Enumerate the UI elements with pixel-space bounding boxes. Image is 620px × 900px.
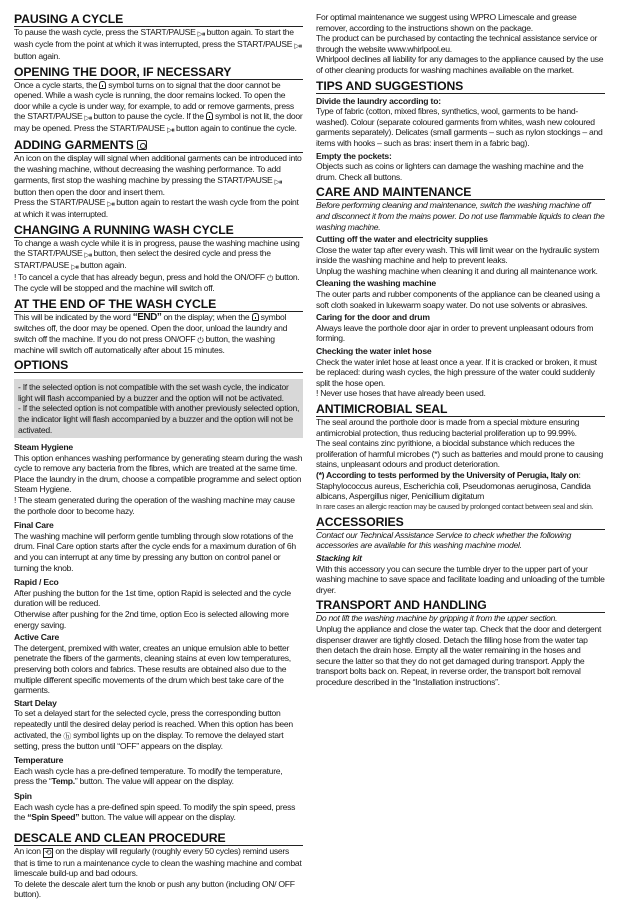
- text: button, then select the desired cycle and press the START/PAUSE: [14, 248, 271, 271]
- end-text: [14, 312, 303, 355]
- text: button again.: [14, 51, 61, 61]
- tips-text: Objects such as coins or lighters can damage the washing machine and the drum. Check all buttons.: [316, 161, 584, 182]
- text: Press the START/PAUSE: [14, 197, 106, 208]
- door-lock-icon: [206, 112, 213, 120]
- changing-text-2: [14, 272, 303, 294]
- text: Each wash cycle has a pre-defined temperature. To modify the temperature, press the “: [14, 765, 283, 787]
- option-text: Otherwise after pushing for the 2nd time, option Eco is selected allowing more energy saving.: [14, 609, 289, 630]
- changing-text: [14, 238, 303, 273]
- subheading: Divide the laundry according to:: [316, 95, 441, 106]
- option-title: Rapid / Eco: [14, 577, 59, 588]
- intro-text: Whirlpool declines all liability for any damages to the appliance caused by the use of other cleaning products for washing machines available on the market.: [316, 54, 604, 75]
- note: - If the selected option is not compatible with the set wash cycle, the indicator light will flash accompanied by a buzzer and the option will not be activated.: [18, 382, 289, 403]
- subheading: Empty the pockets:: [316, 150, 392, 161]
- tips-text: Type of fabric (cotton, mixed fibres, synthetics, wool, garments to be hand-washed). Colour (separate coloured garments from whites, wash new coloured garments separately). Delicates (small garments – such as nylon stockings – and items with hooks – such as bras: insert them in a fabric bag).: [316, 106, 603, 148]
- section-end-of-cycle: [14, 297, 303, 355]
- option-text: The washing machine will perform gentle tumbling through slow rotations of the drum. Final Care option starts after the cycle ends for a maximum duration of 6h and you can interrupt at any time by pressing any button on control panel or turning the knob.: [14, 530, 296, 573]
- text: symbol is not lit, the door may be opened. Press the START/PAUSE: [14, 111, 303, 134]
- subheading: Cleaning the washing machine: [316, 278, 436, 289]
- descale-icon: ⟲: [44, 847, 52, 857]
- heading-changing: CHANGING A RUNNING WASH CYCLE: [14, 223, 303, 238]
- option-temperature: [14, 755, 303, 787]
- text: on the display will regularly (roughly every 50 cycles) remind users that is time to run a maintenance cycle to clean the washing machine and combat limescale build-up and bad odours.: [14, 845, 302, 879]
- text: button again to restart the wash cycle from the point at which it was interrupted.: [14, 197, 299, 220]
- section-antimicrobial-seal: [316, 402, 605, 512]
- adding-text: [14, 153, 303, 197]
- text: symbol lights up on the display. To remove the delayed start setting, press the button until “OFF” appears on the display.: [14, 729, 284, 751]
- section-transport: [316, 598, 605, 687]
- heading-transport: TRANSPORT AND HANDLING: [316, 598, 605, 613]
- accessories-intro: Contact our Technical Assistance Service to check whether the following accessories are available for this washing machine model.: [316, 529, 572, 551]
- option-final-care: [14, 520, 303, 573]
- start-pause-icon: ▷⏸: [197, 31, 205, 38]
- care-text: Unplug the washing machine when cleaning it and during all maintenance work.: [316, 265, 598, 276]
- start-pause-icon: ▷⏸: [84, 115, 92, 123]
- section-descale: [14, 831, 303, 900]
- power-icon: ⏻: [197, 335, 204, 345]
- text: button again to continue the cycle.: [176, 123, 297, 134]
- transport-text: Unplug the appliance and close the water tap. Check that the door and detergent dispenser drawer are tightly closed. Detach the filling hose from the water tap then detach the drain hose. Empty all the water remaining in the hoses and secure the latter so that they do not get damaged during transport. Apply the transport bolts back on. Repeat, in reverse order, the transport bolt removal procedure described in the “Installation instructions”.: [316, 623, 602, 687]
- add-garment-icon: [137, 140, 147, 150]
- heading-care: CARE AND MAINTENANCE: [316, 185, 605, 200]
- left-column: [14, 12, 303, 900]
- text: button again. To start the wash cycle from the point at which it was interrupted, press the START/PAUSE: [14, 27, 294, 49]
- text: symbol switches off, the door may be opened. Open the door, unload the laundry and switch off the machine. If you do not press ON/OFF: [14, 311, 288, 344]
- text: button to pause the cycle. If the: [93, 111, 204, 122]
- heading-accessories: ACCESSORIES: [316, 515, 605, 530]
- section-adding-garments: [14, 138, 303, 219]
- start-pause-icon: ▷⏸: [107, 201, 115, 209]
- section-changing: [14, 223, 303, 294]
- text: button. The value will appear on the display.: [79, 812, 236, 823]
- heading-opening: OPENING THE DOOR, IF NECESSARY: [14, 65, 303, 80]
- intro-text: For optimal maintenance we suggest using WPRO Limescale and grease remover, according to the instructions shown on the package.: [316, 12, 577, 33]
- text: To set a delayed start for the selected cycle, press the corresponding button repeatedly until the desired delay period is reached. When this option has been activated, the: [14, 708, 293, 740]
- text: button, the washing machine will switch off automatically after about 15 minutes.: [14, 333, 275, 355]
- delay-icon: ⓗ: [63, 731, 72, 741]
- text: : Staphylococcus aureus, Escherichia coli, Pseudomonas aeruginosa, Candida albicans, Aspergillus niger, Penicillium digitatum: [316, 469, 591, 502]
- adding-text-2: [14, 197, 303, 220]
- option-title: Active Care: [14, 632, 60, 643]
- door-lock-icon: [252, 313, 259, 321]
- option-text: [14, 802, 303, 823]
- option-active-care: [14, 632, 303, 696]
- text: This will be indicated by the word: [14, 311, 131, 322]
- seal-text: [316, 470, 605, 502]
- text: Each wash cycle has a pre-defined spin speed. To modify the spin speed, press the: [14, 801, 296, 823]
- care-text: Check the water inlet hose at least once a year. If it is cracked or broken, it must be replaced: during wash cycles, the high pressure of the water could suddenly split the hose open.: [316, 356, 597, 388]
- heading-adding: [14, 138, 303, 153]
- care-text: ! Never use hoses that have already been used.: [316, 388, 486, 399]
- text: on the display; when the: [163, 311, 250, 322]
- text: Once a cycle starts, the: [14, 79, 98, 90]
- option-title: Temperature: [14, 755, 64, 766]
- care-intro: Before performing cleaning and maintenance, switch the washing machine off and disconnect it from the mains power. Do not use flammable liquids to clean the washing machine.: [316, 200, 605, 232]
- accessories-text: With this accessory you can secure the tumble dryer to the upper part of your washing machine to save space and facilitate loading and unloading of the tumble dryer.: [316, 563, 605, 595]
- text: button then open the door and insert them.: [14, 186, 165, 197]
- option-text: After pushing the button for the 1st time, option Rapid is selected and the cycle duration will be reduced.: [14, 587, 291, 609]
- note: - If the selected option is not compatible with another previously selected option, the indicator light will flash accompanied by a buzzer and the option will not be activated.: [18, 403, 300, 435]
- option-text: ! The steam generated during the operation of the washing machine may cause the porthole door to become hazy.: [14, 495, 295, 516]
- text: An icon on the display will signal when additional garments can be introduced into the washing machine, without decreasing the washing performance. To add garments, first stop the washing machine by pressing the START/PAUSE: [14, 153, 302, 185]
- descale-text: [14, 846, 303, 879]
- seal-note: In rare cases an allergic reaction may be caused by prolonged contact between seal and skin.: [316, 501, 594, 511]
- text: button. The cycle will be stopped and the machine will switch off.: [14, 272, 300, 294]
- start-pause-icon: ▷⏸: [167, 127, 174, 135]
- right-column: [316, 12, 605, 687]
- option-title: Spin: [14, 790, 32, 801]
- option-text: The detergent, premixed with water, creates an unique emulsion able to better penetrate the fibers of the garments, cleaning stains at even low temperatures, preserving both colors and fabrics. These results are obtained also due to the multiple different specific movements of the drum which best take care of the garments.: [14, 642, 291, 696]
- start-pause-icon: ▷⏸: [294, 43, 302, 50]
- care-text: Always leave the porthole door ajar in order to prevent unpleasant odours from forming.: [316, 322, 594, 344]
- button-name: Temp.: [51, 776, 75, 787]
- text: An icon: [14, 845, 41, 856]
- care-text: Close the water tap after every wash. This will limit wear on the hydraulic system inside the washing machine and help to prevent leaks.: [316, 244, 600, 266]
- heading-descale: DESCALE AND CLEAN PROCEDURE: [14, 831, 303, 846]
- section-care: [316, 185, 605, 399]
- seal-text: The seal around the porthole door is made from a special mixture ensuring antimicrobial protection, thus reducing bacterial proliferation up to 99.99%.: [316, 417, 580, 438]
- option-steam-hygiene: [14, 442, 303, 516]
- subheading: Cutting off the water and electricity supplies: [316, 234, 488, 245]
- door-lock-icon: [99, 81, 106, 89]
- subheading: Stacking kit: [316, 552, 362, 563]
- option-spin: [14, 791, 303, 823]
- start-pause-icon: ▷⏸: [274, 178, 282, 186]
- heading-pausing: PAUSING A CYCLE: [14, 12, 303, 27]
- heading-text: ADDING GARMENTS: [14, 138, 134, 153]
- option-title: Steam Hygiene: [14, 442, 74, 453]
- text: To change a wash cycle while it is in progress, pause the washing machine using the START/PAUSE: [14, 237, 300, 259]
- section-options: [14, 358, 303, 438]
- text: button again.: [80, 260, 127, 271]
- text: (*) According to tests performed by the University of Perugia, Italy on: [316, 469, 579, 480]
- section-opening: [14, 65, 303, 136]
- option-text: [14, 708, 303, 751]
- opening-text: [14, 80, 303, 136]
- heading-options: OPTIONS: [14, 358, 303, 373]
- text: ! To cancel a cycle that has already begun, press and hold the ON/OFF: [14, 272, 265, 283]
- subheading: Caring for the door and drum: [316, 312, 430, 323]
- section-pausing: [14, 12, 303, 62]
- heading-seal: ANTIMICROBIAL SEAL: [316, 402, 605, 417]
- text: To pause the wash cycle, press the START/PAUSE: [14, 27, 196, 37]
- care-text: The outer parts and rubber components of the appliance can be cleaned using a soft cloth soaked in lukewarm soapy water. Do not use solvents or abrasives.: [316, 289, 600, 310]
- options-note-box: [14, 379, 303, 438]
- section-maintenance-intro: [316, 12, 605, 76]
- descale-text-2: To delete the descale alert turn the knob or push any button (including ON/ OFF button).: [14, 878, 295, 900]
- pausing-text: [14, 27, 303, 62]
- end-word: “END”: [132, 311, 162, 323]
- option-text: [14, 766, 303, 787]
- power-icon: ⏻: [267, 274, 274, 284]
- start-pause-icon: ▷⏸: [71, 264, 79, 272]
- option-title: Final Care: [14, 520, 54, 531]
- option-rapid-eco: [14, 577, 303, 630]
- option-start-delay: [14, 698, 303, 751]
- text: symbol turns on to signal that the door cannot be opened. While a wash cycle is running, the door remains locked. To open the door while a cycle is under way, for example, to add or remove garments, press the START/PAUSE: [14, 79, 294, 122]
- subheading: Checking the water inlet hose: [316, 346, 432, 357]
- option-title: Start Delay: [14, 697, 57, 708]
- section-tips: [316, 79, 605, 183]
- text: ” button. The value will appear on the display.: [74, 776, 234, 787]
- start-pause-icon: ▷⏸: [84, 252, 92, 260]
- heading-end: AT THE END OF THE WASH CYCLE: [14, 297, 303, 312]
- seal-text: The seal contains zinc pyrithione, a biocidal substance which reduces the proliferation of harmful microbes (*) such as batteries and mould prone to causing stains, unpleasant odours and product deterioration.: [316, 438, 604, 470]
- option-text: This option enhances washing performance by generating steam during the wash cycle to remove any bacteria from the fibres, which are treated at the same time. Place the laundry in the drum, choose a compatible programme and select option Steam Hygiene.: [14, 452, 303, 495]
- button-name: “Spin Speed”: [27, 812, 80, 823]
- intro-text: The product can be purchased by contacting the technical assistance service or through the website www.whirlpool.eu.: [316, 33, 598, 54]
- transport-intro: Do not lift the washing machine by gripping it from the upper section.: [316, 613, 558, 624]
- heading-tips: TIPS AND SUGGESTIONS: [316, 79, 605, 94]
- section-accessories: [316, 515, 605, 596]
